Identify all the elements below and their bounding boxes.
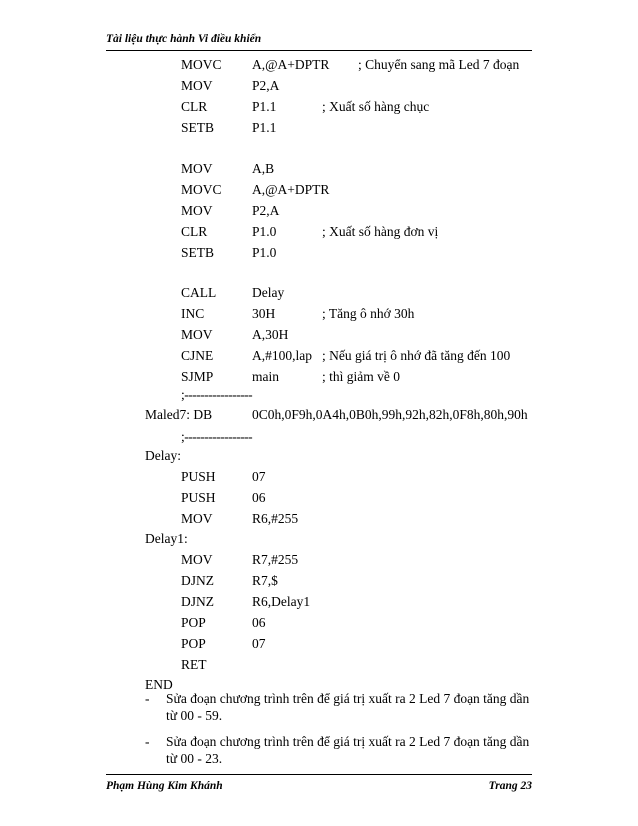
page-header-title: Tài liệu thực hành Vi điều khiển <box>106 33 262 45</box>
code-arg: R7,$ <box>252 573 278 588</box>
code-op: MOVC <box>181 57 222 72</box>
code-arg: 07 <box>252 636 266 651</box>
code-arg: A,#100,lap <box>252 348 312 363</box>
code-arg: R6,Delay1 <box>252 594 311 609</box>
code-arg: P2,A <box>252 78 280 93</box>
code-arg: P1.1 <box>252 99 277 114</box>
list-item <box>145 733 535 767</box>
list-item <box>145 690 535 724</box>
code-op: SJMP <box>181 369 214 384</box>
code-op: MOV <box>181 327 213 342</box>
code-op: MOV <box>181 511 213 526</box>
code-op: MOVC <box>181 182 222 197</box>
footer-author: Phạm Hùng Kim Khánh <box>106 780 223 792</box>
code-op: MOV <box>181 552 213 567</box>
code-arg: 07 <box>252 469 266 484</box>
code-op: PUSH <box>181 469 216 484</box>
code-op: CALL <box>181 285 217 300</box>
separator-text: ;----------------- <box>181 429 253 444</box>
footer-page-number: Trang 23 <box>488 780 532 792</box>
bullet-text: Sửa đoạn chương trình trên để giá trị xuất ra 2 Led 7 đoạn tăng dần từ 00 - 23. <box>166 734 530 766</box>
code-op: MOV <box>181 78 213 93</box>
separator-text: ;----------------- <box>181 387 253 402</box>
code-op: CLR <box>181 224 208 239</box>
code-comment: ; Xuất số hàng chục <box>322 99 430 114</box>
code-arg: R6,#255 <box>252 511 299 526</box>
end-label: END <box>145 677 173 692</box>
code-op: CLR <box>181 99 208 114</box>
code-op: CJNE <box>181 348 214 363</box>
code-arg: Delay <box>252 285 285 300</box>
bullet-dash: - <box>145 734 150 749</box>
code-arg: A,@A+DPTR <box>252 57 330 72</box>
code-arg: 06 <box>252 615 266 630</box>
code-op: SETB <box>181 245 215 260</box>
delay1-label: Delay1: <box>145 531 188 546</box>
maled-values: 0C0h,0F9h,0A4h,0B0h,99h,92h,82h,0F8h,80h,90h <box>252 407 528 422</box>
code-op: RET <box>181 657 207 672</box>
exercise-list <box>145 690 535 776</box>
code-op: DJNZ <box>181 573 214 588</box>
code-comment: ; thì giảm về 0 <box>322 369 400 384</box>
code-comment: ; Chuyển sang mã Led 7 đoạn <box>358 57 520 72</box>
bullet-dash: - <box>145 691 150 706</box>
code-op: DJNZ <box>181 594 214 609</box>
code-arg: A,30H <box>252 327 289 342</box>
code-op: POP <box>181 615 206 630</box>
bullet-text: Sửa đoạn chương trình trên để giá trị xuất ra 2 Led 7 đoạn tăng dần từ 00 - 59. <box>166 691 530 723</box>
code-arg: P1.0 <box>252 245 277 260</box>
code-comment: ; Tăng ô nhớ 30h <box>322 306 415 321</box>
code-comment: ; Nếu giá trị ô nhớ đã tăng đến 100 <box>322 348 511 363</box>
code-arg: P1.0 <box>252 224 277 239</box>
code-arg: P1.1 <box>252 120 277 135</box>
code-arg: 06 <box>252 490 266 505</box>
code-op: INC <box>181 306 205 321</box>
code-arg: main <box>252 369 279 384</box>
code-arg: P2,A <box>252 203 280 218</box>
code-op: POP <box>181 636 206 651</box>
code-arg: A,B <box>252 161 275 176</box>
code-arg: 30H <box>252 306 276 321</box>
code-op: MOV <box>181 161 213 176</box>
code-comment: ; Xuất số hàng đơn vị <box>322 224 439 239</box>
code-op: SETB <box>181 120 215 135</box>
code-op: PUSH <box>181 490 216 505</box>
code-op: MOV <box>181 203 213 218</box>
code-arg: A,@A+DPTR <box>252 182 330 197</box>
code-arg: R7,#255 <box>252 552 299 567</box>
delay-label: Delay: <box>145 448 181 463</box>
maled-label: Maled7: DB <box>145 407 213 422</box>
footer-divider <box>106 774 532 775</box>
